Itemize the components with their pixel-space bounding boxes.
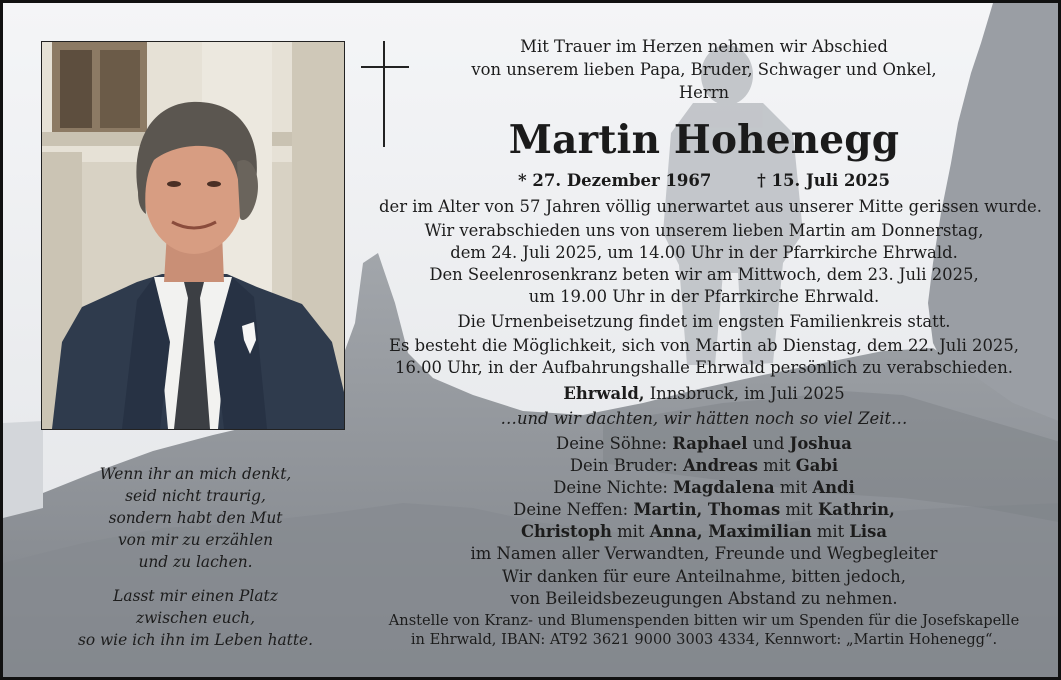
donation-text — [379, 612, 1029, 652]
body-line-4: Den Seelenrosenkranz beten wir am Mittwoch, dem 23. Juli 2025, — [429, 265, 979, 284]
family-nephews-2: Christoph mit Anna, Maximilian mit Lisa — [520, 522, 888, 541]
poem-line: zwischen euch, — [136, 609, 255, 627]
family-brother: Dein Bruder: Andreas mit Gabi — [569, 456, 839, 475]
donation-line-1: Anstelle von Kranz- und Blumenspenden bitten wir um Spenden für die Josefskapelle — [388, 612, 1020, 629]
intro-line-1: Mit Trauer im Herzen nehmen wir Abschied — [520, 37, 888, 56]
thanks-line-2: von Beileidsbezeugungen Abstand zu nehmen. — [510, 589, 898, 608]
poem-line: Lasst mir einen Platz — [113, 587, 278, 605]
body-line-5: um 19.00 Uhr in der Pfarrkirche Ehrwald. — [528, 287, 880, 306]
thanks-text — [379, 567, 1029, 611]
life-dates — [379, 171, 1029, 190]
poem-line: und zu lachen. — [138, 553, 253, 571]
family-niece: Deine Nichte: Magdalena mit Andi — [553, 478, 855, 497]
donation-line-2: in Ehrwald, IBAN: AT92 3621 9000 3003 4334, Kennwort: „Martin Hohenegg“. — [410, 631, 998, 648]
place-date — [379, 384, 1029, 406]
poem-line: sondern habt den Mut — [108, 509, 283, 527]
deceased-name: Martin Hohenegg — [508, 117, 900, 163]
announcement-text — [379, 197, 1042, 387]
body-line-6: Die Urnenbeisetzung findet im engsten Familienkreis statt. — [457, 312, 951, 331]
poem — [43, 465, 348, 655]
intro-text — [379, 37, 1029, 117]
place-bold: Ehrwald, — [563, 384, 645, 403]
poem-line: seid nicht traurig, — [125, 487, 266, 505]
family-nephews-1: Deine Neffen: Martin, Thomas mit Kathrin, — [513, 500, 895, 519]
body-line-3: dem 24. Juli 2025, um 14.00 Uhr in der Pfarrkirche Ehrwald. — [450, 243, 958, 262]
intro-line-3: Herrn — [678, 83, 730, 102]
poem-line: Wenn ihr an mich denkt, — [99, 465, 292, 483]
thanks-line-1: Wir danken für eure Anteilnahme, bitten jedoch, — [502, 567, 906, 586]
body-line-8: 16.00 Uhr, in der Aufbahrungshalle Ehrwald persönlich zu verabschieden. — [395, 358, 1013, 377]
death-date: † 15. Juli 2025 — [757, 171, 890, 190]
body-line-2: Wir verabschieden uns von unserem lieben Martin am Donnerstag, — [424, 221, 984, 240]
body-line-7: Es besteht die Möglichkeit, sich von Martin ab Dienstag, dem 22. Juli 2025, — [389, 336, 1019, 355]
family-sons: Deine Söhne: Raphael und Joshua — [556, 434, 852, 453]
intro-line-2: von unserem lieben Papa, Bruder, Schwager und Onkel, — [471, 60, 937, 79]
place-rest: Innsbruck, im Juli 2025 — [644, 384, 845, 403]
motto-text: …und wir dachten, wir hätten noch so viel Zeit… — [500, 409, 908, 428]
poem-line: von mir zu erzählen — [117, 531, 274, 549]
family-all: im Namen aller Verwandten, Freunde und Wegbegleiter — [470, 544, 938, 563]
birth-date: * 27. Dezember 1967 — [518, 171, 712, 190]
family-list — [379, 434, 1029, 564]
motto — [379, 409, 1029, 431]
body-line-1: der im Alter von 57 Jahren völlig unerwartet aus unserer Mitte gerissen wurde. — [379, 197, 1042, 216]
poem-line: so wie ich ihn im Leben hatte. — [77, 631, 314, 649]
portrait-photo — [41, 41, 345, 430]
